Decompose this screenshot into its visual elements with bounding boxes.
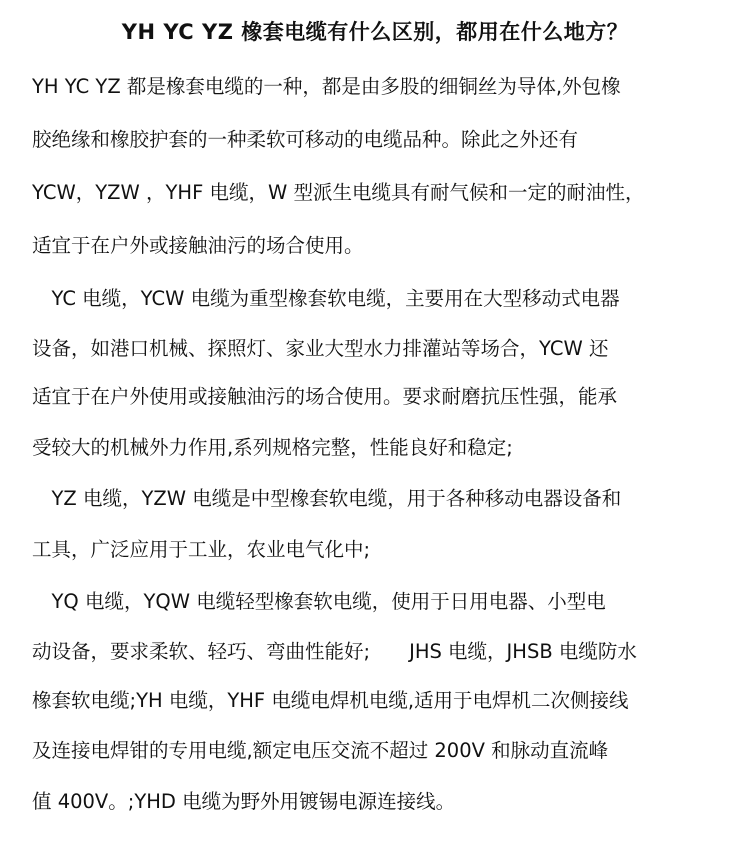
text-line: 适宜于在户外或接触油污的场合使用。 <box>32 234 364 257</box>
text-line: YH YC YZ 都是橡套电缆的一种，都是由多股的细铜丝为导体,外包橡 <box>32 75 621 98</box>
text-line: 橡套软电缆;YH 电缆，YHF 电缆电焊机电缆,适用于电焊机二次侧接线 <box>32 689 629 712</box>
text-line: 设备，如港口机械、探照灯、家业大型水力排灌站等场合，YCW 还 <box>32 337 609 360</box>
text-line: 动设备，要求柔软、轻巧、弯曲性能好; JHS 电缆，JHSB 电缆防水 <box>32 640 637 663</box>
text-line: 适宜于在户外使用或接触油污的场合使用。要求耐磨抗压性强，能承 <box>32 385 618 408</box>
text-line: 受较大的机械外力作用,系列规格完整，性能良好和稳定; <box>32 436 513 459</box>
text-line: 值 400V。;YHD 电缆为野外用镀锡电源连接线。 <box>32 790 456 813</box>
text-line: 及连接电焊钳的专用电缆,额定电压交流不超过 200V 和脉动直流峰 <box>32 739 609 762</box>
text-line: YCW，YZW ，YHF 电缆，W 型派生电缆具有耐气候和一定的耐油性， <box>32 181 645 204</box>
text-line: YQ 电缆，YQW 电缆轻型橡套软电缆，使用于日用电器、小型电 <box>32 590 606 613</box>
document-title: YH YC YZ 橡套电缆有什么区别，都用在什么地方？ <box>121 20 629 44</box>
text-line: 胶绝缘和橡胶护套的一种柔软可移动的电缆品种。除此之外还有 <box>32 128 579 151</box>
text-line: YZ 电缆，YZW 电缆是中型橡套软电缆，用于各种移动电器设备和 <box>32 487 622 510</box>
text-line: YC 电缆，YCW 电缆为重型橡套软电缆，主要用在大型移动式电器 <box>32 287 620 310</box>
text-line: 工具，广泛应用于工业，农业电气化中; <box>32 538 371 561</box>
